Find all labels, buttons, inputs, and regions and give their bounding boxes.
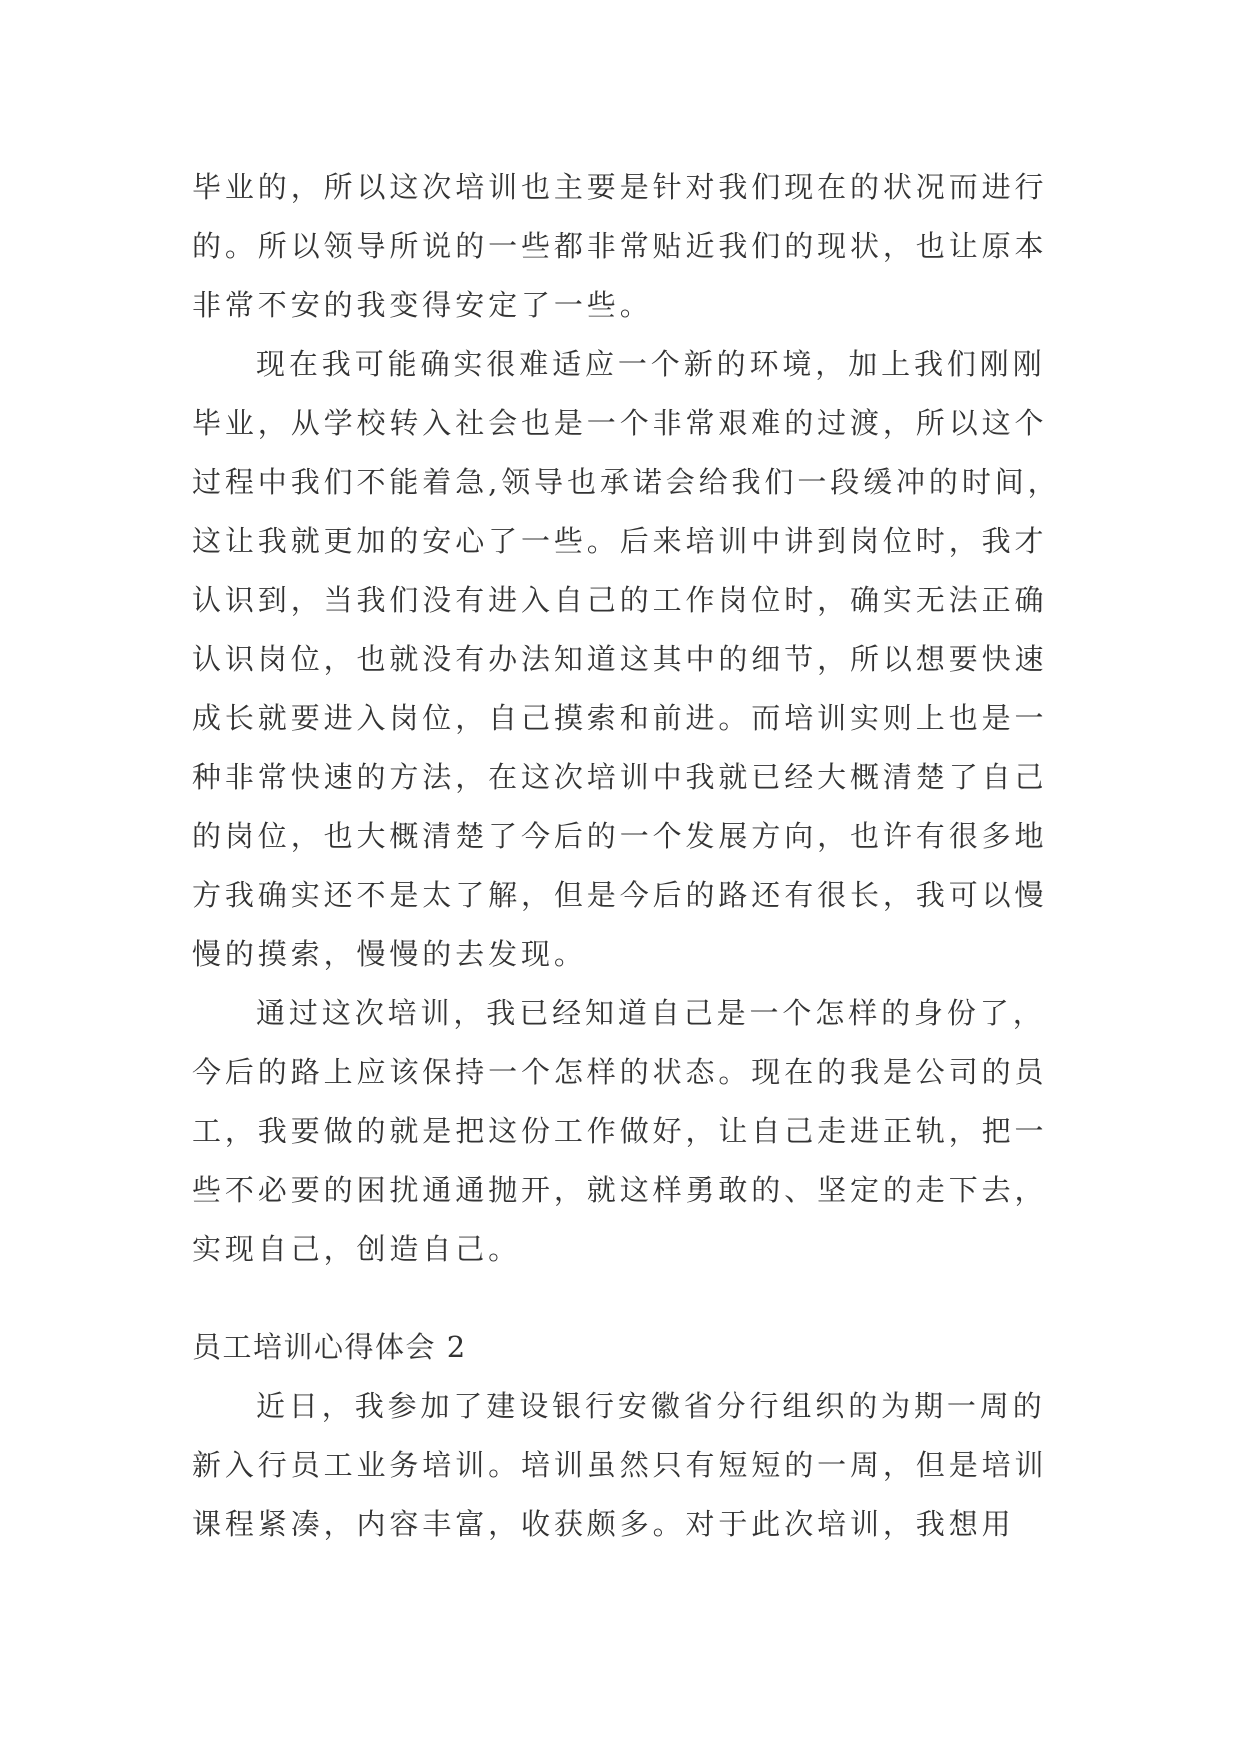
text-line: 些不必要的困扰通通抛开，就这样勇敢的、坚定的走下去， <box>192 1173 1048 1207</box>
text-line: 新入行员工业务培训。培训虽然只有短短的一周，但是培训 <box>192 1448 1048 1482</box>
text-line: 近日，我参加了建设银行安徽省分行组织的为期一周的 <box>256 1389 1046 1423</box>
text-line: 方我确实还不是太了解，但是今后的路还有很长，我可以慢 <box>192 878 1048 912</box>
text-line: 非常不安的我变得安定了一些。 <box>192 288 653 322</box>
text-line: 课程紧凑，内容丰富，收获颇多。对于此次培训，我想用 <box>192 1507 1015 1541</box>
text-line: 毕业的，所以这次培训也主要是针对我们现在的状况而进行 <box>192 170 1048 204</box>
text-line: 现在我可能确实很难适应一个新的环境，加上我们刚刚 <box>256 347 1046 381</box>
text-line: 工，我要做的就是把这份工作做好，让自己走进正轨，把一 <box>192 1114 1048 1148</box>
text-line: 种非常快速的方法，在这次培训中我就已经大概清楚了自己 <box>192 760 1048 794</box>
text-line: 的岗位，也大概清楚了今后的一个发展方向，也许有很多地 <box>192 819 1048 853</box>
text-line: 今后的路上应该保持一个怎样的状态。现在的我是公司的员 <box>192 1055 1048 1089</box>
text-line: 毕业，从学校转入社会也是一个非常艰难的过渡，所以这个 <box>192 406 1048 440</box>
text-line: 慢的摸索，慢慢的去发现。 <box>192 937 587 971</box>
text-line: 的。所以领导所说的一些都非常贴近我们的现状，也让原本 <box>192 229 1048 263</box>
text-line: 这让我就更加的安心了一些。后来培训中讲到岗位时，我才 <box>192 524 1048 558</box>
section-heading: 员工培训心得体会 2 <box>192 1330 467 1364</box>
text-line: 通过这次培训，我已经知道自己是一个怎样的身份了， <box>256 996 1046 1030</box>
text-line: 认识岗位，也就没有办法知道这其中的细节，所以想要快速 <box>192 642 1048 676</box>
text-line: 过程中我们不能着急,领导也承诺会给我们一段缓冲的时间， <box>192 465 1061 499</box>
text-line: 认识到，当我们没有进入自己的工作岗位时，确实无法正确 <box>192 583 1048 617</box>
text-line: 实现自己，创造自己。 <box>192 1232 522 1266</box>
text-line: 成长就要进入岗位，自己摸索和前进。而培训实则上也是一 <box>192 701 1048 735</box>
